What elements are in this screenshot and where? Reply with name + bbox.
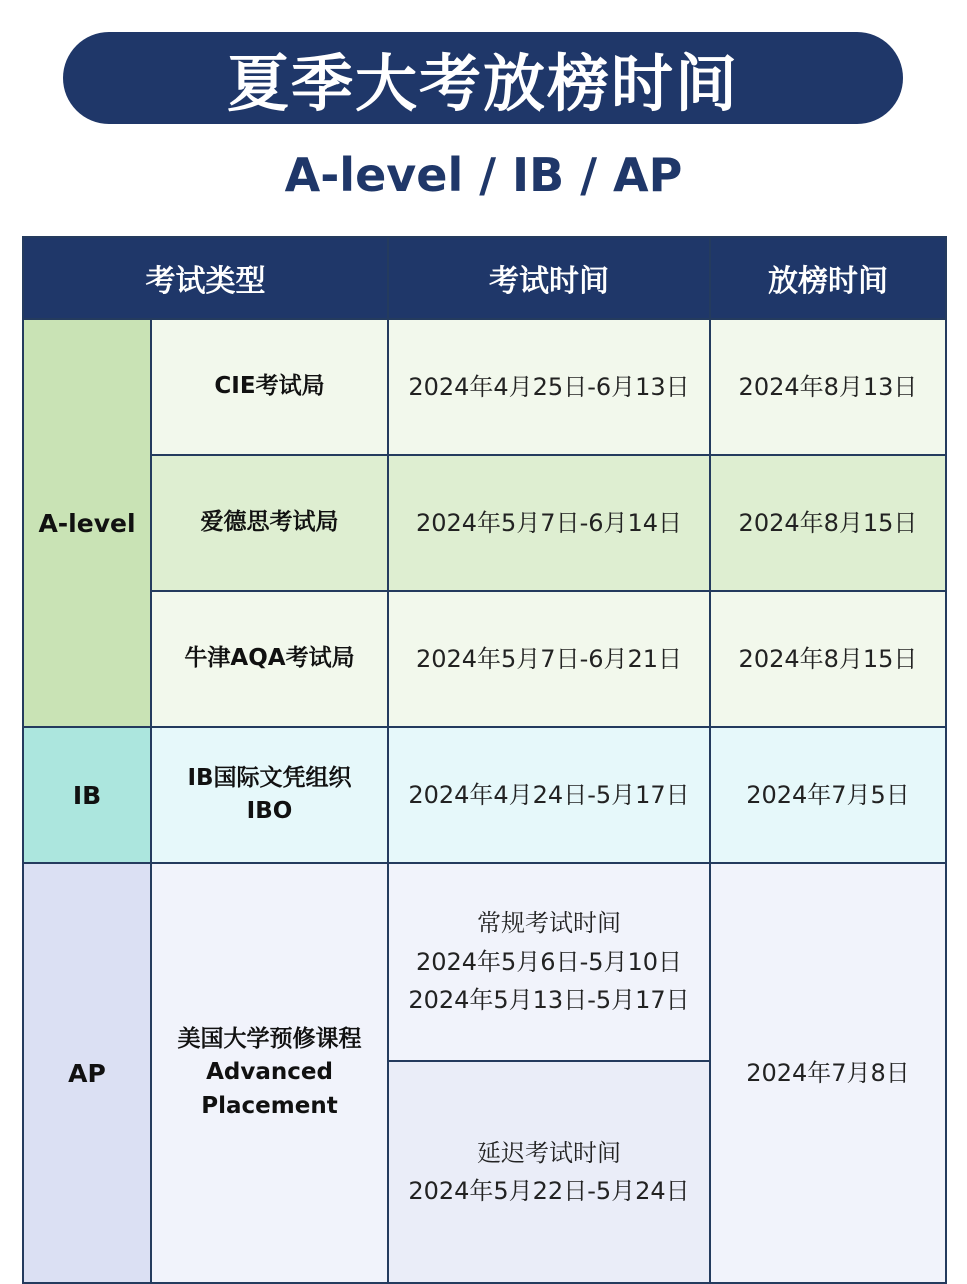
category-ib: IB — [23, 727, 151, 863]
table-row — [23, 319, 946, 455]
page-subtitle: A-level / IB / AP — [284, 148, 683, 202]
regular-exam-time-cell — [388, 863, 710, 1061]
regular-exam-date: 2024年5月13日-5月17日 — [408, 986, 690, 1015]
header-exam-time: 考试时间 — [388, 237, 710, 319]
exam-time-cell: 2024年4月25日-6月13日 — [388, 319, 710, 455]
result-time-cell: 2024年8月15日 — [710, 455, 946, 591]
late-exam-label: 延迟考试时间 — [477, 1138, 621, 1167]
exam-schedule-table — [22, 236, 947, 1284]
regular-exam-date: 2024年5月6日-5月10日 — [415, 947, 683, 976]
org-line: Placement — [201, 1092, 338, 1119]
table-header-row — [23, 237, 946, 319]
late-exam-time-cell — [388, 1061, 710, 1283]
late-exam-date: 2024年5月22日-5月24日 — [408, 1177, 690, 1205]
table-row — [23, 591, 946, 727]
org-line: IB国际文凭组织 — [187, 764, 352, 791]
regular-exam-label: 常规考试时间 — [477, 909, 621, 938]
org-cell — [151, 727, 388, 863]
exam-time-cell: 2024年5月7日-6月21日 — [388, 591, 710, 727]
org-line: Advanced — [206, 1059, 333, 1086]
header-result-time: 放榜时间 — [710, 237, 946, 319]
result-time-cell: 2024年8月13日 — [710, 319, 946, 455]
header-exam-type: 考试类型 — [23, 237, 388, 319]
org-line: IBO — [246, 798, 293, 824]
result-time-cell: 2024年7月8日 — [710, 863, 946, 1283]
page-title: 夏季大考放榜时间 — [63, 32, 903, 124]
org-cell: 爱德思考试局 — [151, 455, 388, 591]
exam-time-cell: 2024年4月24日-5月17日 — [388, 727, 710, 863]
table-row — [23, 863, 946, 1061]
table-row — [23, 727, 946, 863]
category-alevel: A-level — [23, 319, 151, 727]
category-ap: AP — [23, 863, 151, 1283]
table-row — [23, 455, 946, 591]
exam-time-cell: 2024年5月7日-6月14日 — [388, 455, 710, 591]
org-line: 美国大学预修课程 — [177, 1025, 362, 1052]
org-cell: 牛津AQA考试局 — [151, 591, 388, 727]
org-cell — [151, 863, 388, 1283]
result-time-cell: 2024年7月5日 — [710, 727, 946, 863]
org-cell: CIE考试局 — [151, 319, 388, 455]
result-time-cell: 2024年8月15日 — [710, 591, 946, 727]
